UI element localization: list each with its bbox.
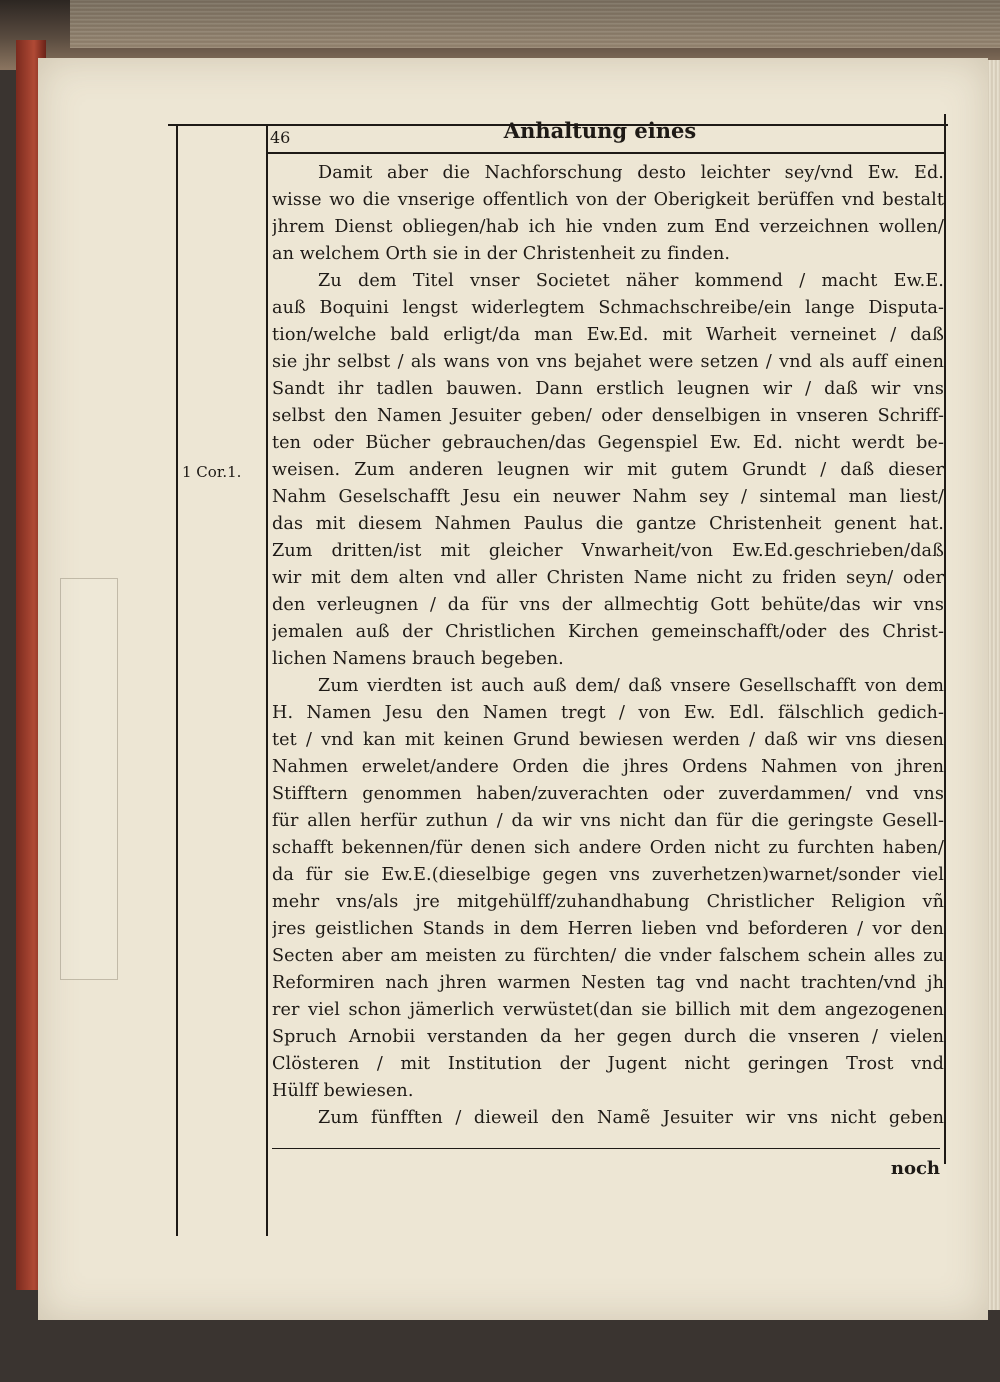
text-line: wir mit dem alten vnd aller Christen Name nicht zu friden seyn/ oder xyxy=(272,568,944,588)
text-line: Zum vierdten ist auch auß dem/ daß vnsere Gesellschafft von dem xyxy=(318,676,944,696)
text-line: Reformiren nach jhren warmen Nesten tag vnd nacht trachten/vnd jh xyxy=(272,973,944,993)
text-line: wisse wo die vnserige offentlich von der Oberigkeit berüffen vnd bestalt xyxy=(272,190,944,210)
text-line: den verleugnen / da für vns der allmechtig Gott behüte/das wir vns xyxy=(272,595,944,615)
text-line: Zum dritten/ist mit gleicher Vnwarheit/von Ew.Ed.geschrieben/daß xyxy=(272,541,944,561)
text-line: Zu dem Titel vnser Societet näher kommend / macht Ew.E. xyxy=(318,271,944,291)
text-line: für allen herfür zuthun / da wir vns nicht dan für die geringste Gesell- xyxy=(272,811,944,831)
text-line: Zum fünfften / dieweil den Namẽ Jesuiter wir vns nicht geben xyxy=(318,1108,944,1128)
text-line: jhrem Dienst obliegen/hab ich hie vnden zum End verzeichnen wollen/ xyxy=(272,217,944,237)
text-line: Stifftern genommen haben/zuverachten oder zuverdammen/ vnd vns xyxy=(272,784,944,804)
right-rule xyxy=(944,114,946,1164)
outer-margin-rule xyxy=(176,126,178,1236)
header-rule xyxy=(268,152,944,154)
transparent-bookmark xyxy=(60,578,118,980)
bottom-rule xyxy=(272,1148,940,1149)
margin-note: 1 Cor.1. xyxy=(182,463,242,481)
right-page-leaves xyxy=(986,60,1000,1310)
text-line: ten oder Bücher gebrauchen/das Gegenspiel Ew. Ed. nicht werdt be- xyxy=(272,433,944,453)
text-line: Clösteren / mit Institution der Jugent nicht geringen Trost vnd xyxy=(272,1054,944,1074)
text-line: sie jhr selbst / als wans von vns bejahet were setzen / vnd als auff einen xyxy=(272,352,944,372)
text-line: Nahmen erwelet/andere Orden die jhres Ordens Nahmen von jhren xyxy=(272,757,944,777)
text-line: H. Namen Jesu den Namen tregt / von Ew. Edl. fälschlich gedich- xyxy=(272,703,944,723)
text-line: Secten aber am meisten zu fürchten/ die vnder falschem schein alles zu xyxy=(272,946,944,966)
page-number: 46 xyxy=(270,128,291,147)
running-head: Anhaltung eines xyxy=(503,118,697,143)
text-line: jres geistlichen Stands in dem Herren lieben vnd beforderen / vor den xyxy=(272,919,944,939)
text-line: auß Boquini lengst widerlegtem Schmachschreibe/ein lange Disputa- xyxy=(272,298,944,318)
text-line: tet / vnd kan mit keinen Grund bewiesen werden / daß wir vns diesen xyxy=(272,730,944,750)
text-line: Sandt ihr tadlen bauwen. Dann erstlich leugnen wir / daß wir vns xyxy=(272,379,944,399)
text-line: Damit aber die Nachforschung desto leichter sey/vnd Ew. Ed. xyxy=(318,163,944,183)
inner-margin-rule xyxy=(266,126,268,1236)
text-line: rer viel schon jämerlich verwüstet(dan sie billich mit dem angezogenen xyxy=(272,1000,944,1020)
page-edges xyxy=(70,0,1000,48)
catchword: noch xyxy=(890,1158,940,1179)
text-line: mehr vns/als jre mitgehülff/zuhandhabung Christlicher Religion vñ xyxy=(272,892,944,912)
text-line: lichen Namens brauch begeben. xyxy=(272,649,564,669)
text-line: weisen. Zum anderen leugnen wir mit gutem Grundt / daß dieser xyxy=(272,460,944,480)
text-line: Hülff bewiesen. xyxy=(272,1081,414,1101)
text-line: Spruch Arnobii verstanden da her gegen durch die vnseren / vielen xyxy=(272,1027,944,1047)
body-text xyxy=(272,160,944,1132)
text-line: selbst den Namen Jesuiter geben/ oder denselbigen in vnseren Schriff- xyxy=(272,406,944,426)
text-line: schafft bekennen/für denen sich andere Orden nicht zu furchten haben/ xyxy=(272,838,944,858)
text-line: da für sie Ew.E.(dieselbige gegen vns zuverhetzen)warnet/sonder viel xyxy=(272,865,944,885)
text-line: an welchem Orth sie in der Christenheit zu finden. xyxy=(272,244,731,264)
text-line: tion/welche bald erligt/da man Ew.Ed. mit Warheit verneinet / daß xyxy=(272,325,944,345)
text-line: Nahm Geselschafft Jesu ein neuwer Nahm sey / sintemal man liest/ xyxy=(272,487,944,507)
text-line: das mit diesem Nahmen Paulus die gantze Christenheit genent hat. xyxy=(272,514,944,534)
text-line: jemalen auß der Christlichen Kirchen gemeinschafft/oder des Christ- xyxy=(272,622,944,642)
